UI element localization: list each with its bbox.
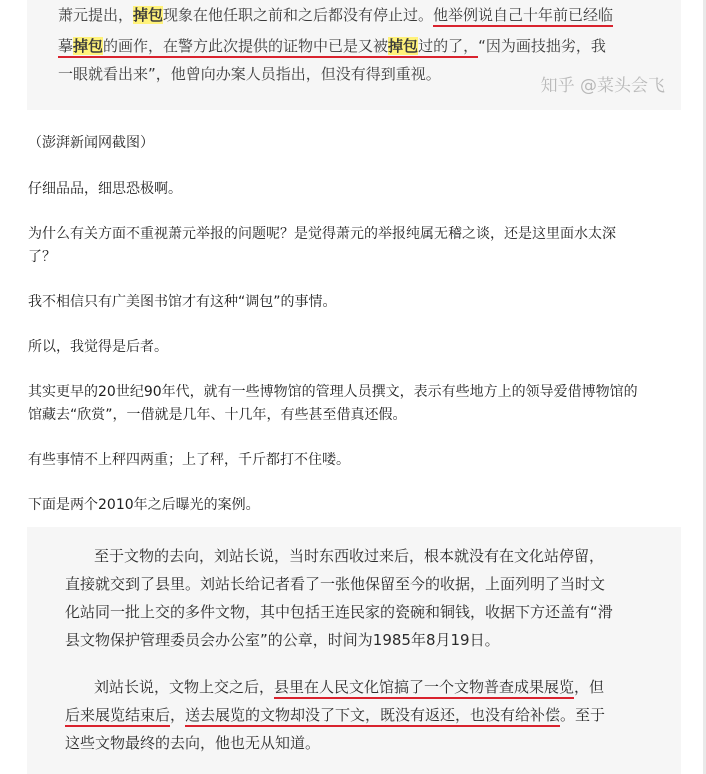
quote-text: 摹: [58, 37, 74, 55]
quote-text: 过的了，: [418, 37, 479, 55]
paragraph: 我不相信只有广美图书馆才有这种“调包”的事情。: [28, 294, 337, 310]
underlined-text: 送去展览的文物却没了下文，既没有返还，也没有给补偿: [185, 706, 560, 727]
paragraph: 仔细品品，细思恐极啊。: [28, 181, 182, 197]
quote-line: 至于文物的去向，刘站长说，当时东西收过来后，根本就没有在文化站停留，: [94, 547, 605, 565]
underlined-text: [58, 37, 478, 58]
paragraph: 为什么有关方面不重视萧元举报的问题呢？是觉得萧元的举报纯属无稽之谈，还是这里面水太深: [28, 226, 616, 242]
quote-text: 的画作，在警方此次提供的证物中已是又被: [103, 37, 389, 55]
highlight-term: 掉包: [73, 37, 104, 55]
top-quote-image: [27, 0, 681, 110]
quote-line: 这些文物最终的去向，他也无从知道。: [65, 734, 321, 752]
underlined-text: 县里在人民文化馆搞了一个文物普查成果展览: [274, 678, 574, 699]
quote-text: 刘站长说，文物上交之后，: [94, 678, 275, 696]
underlined-text: 后来展览结束后: [65, 706, 170, 727]
quote-line: 县文物保护管理委员会办公室”的公章，时间为1985年8月19日。: [65, 631, 500, 649]
paragraph: 其实更早的20世纪90年代，就有一些博物馆的管理人员撰文，表示有些地方上的领导爱借博物馆的: [28, 384, 638, 400]
zhihu-watermark: 知乎 @菜头会飞: [540, 76, 665, 96]
quote-line: 直接就交到了县里。刘站长给记者看了一张他保留至今的收据，上面列明了当时文: [65, 575, 606, 593]
highlight-term: 掉包: [388, 37, 419, 55]
quote-text: 萧元提出，: [58, 6, 134, 24]
quote-line-1: [58, 4, 613, 26]
quote-text: ，: [170, 706, 186, 724]
quote-text: 。至于: [560, 706, 606, 724]
underlined-text: 他举例说自己十年前已经临: [433, 6, 613, 27]
paragraph: 下面是两个2010年之后曝光的案例。: [28, 497, 260, 513]
quote-line: [65, 704, 605, 726]
quote-text: 现象在他任职之前和之后都没有停止过。: [163, 6, 434, 24]
quote-line-2: [58, 35, 606, 57]
quote-text: ，但: [574, 678, 605, 696]
paragraph: 所以，我觉得是后者。: [28, 339, 168, 355]
quote-line: [94, 676, 604, 698]
quote-text: “因为画技拙劣，我: [478, 37, 606, 55]
highlight-term: 掉包: [133, 6, 164, 24]
cropped-text-remnant: [58, 100, 658, 110]
paragraph: 了？: [28, 249, 56, 265]
bottom-quote-image: [27, 527, 681, 774]
quote-line-3: 一眼就看出来”，他曾向办案人员指出，但没有得到重视。: [58, 65, 441, 83]
caption-paragraph: （澎湃新闻网截图）: [28, 135, 154, 151]
quote-line: 化站同一批上交的多件文物，其中包括王连民家的瓷碗和铜钱，收据下方还盖有“滑: [65, 603, 613, 621]
paragraph: 有些事情不上秤四两重；上了秤，千斤都打不住喽。: [28, 452, 350, 468]
paragraph: 馆藏去“欣赏”，一借就是几年、十几年，有些甚至借真还假。: [28, 407, 407, 423]
